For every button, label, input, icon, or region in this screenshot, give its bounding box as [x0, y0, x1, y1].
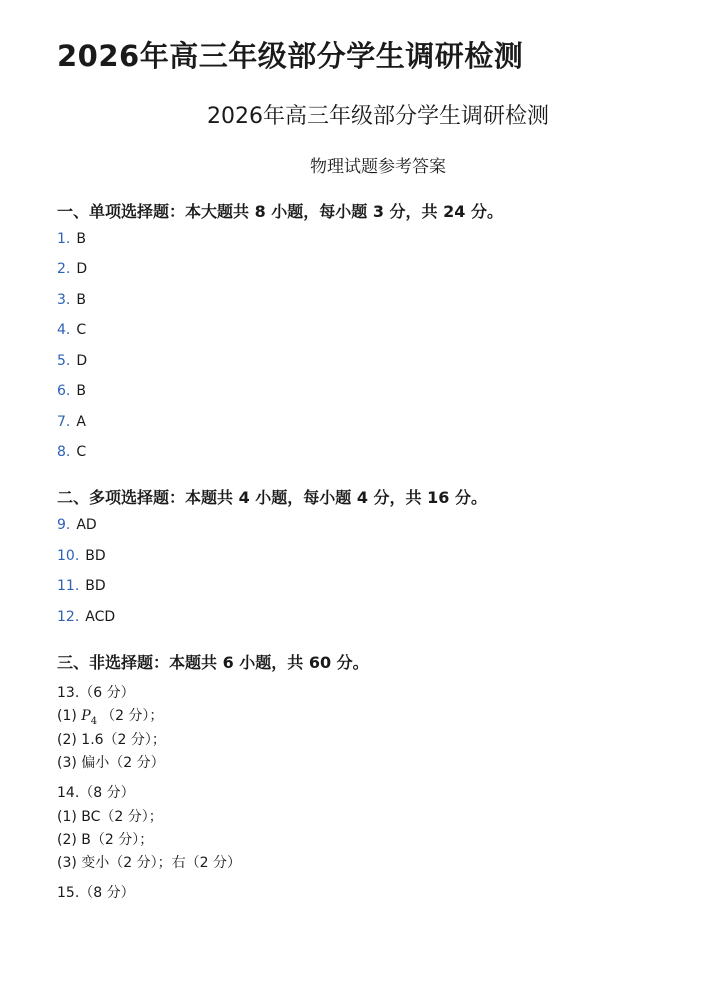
answer-value: D: [76, 353, 88, 369]
answer-value: B: [76, 292, 86, 308]
answer-value: C: [76, 444, 87, 460]
document-subtitle: 物理试题参考答案: [310, 157, 446, 177]
answer-item: [57, 261, 87, 277]
math-symbol-letter: P: [81, 708, 91, 724]
question-13-part1: [57, 705, 163, 727]
answer-item: [57, 444, 86, 460]
answer-item: [57, 292, 86, 308]
question-13-title: 13.（6 分）: [57, 685, 135, 701]
answer-item: [57, 231, 86, 247]
question-13-part2: (2) 1.6（2 分）；: [57, 732, 166, 748]
answer-item: [57, 383, 86, 399]
section-heading-single-choice: 一、单项选择题：本大题共 8 小题，每小题 3 分，共 24 分。: [57, 202, 503, 221]
answer-number: 5.: [57, 353, 71, 369]
document-title: 2026年高三年级部分学生调研检测: [207, 104, 549, 129]
part-prefix: (1): [57, 708, 82, 724]
question-14-title: 14.（8 分）: [57, 785, 135, 801]
answer-number: 4.: [57, 322, 71, 338]
answer-number: 3.: [57, 292, 71, 308]
answer-value: C: [76, 322, 87, 338]
answer-value: B: [76, 231, 86, 247]
answer-number: 10.: [57, 548, 80, 564]
question-14-part2: (2) B（2 分）；: [57, 832, 154, 848]
answer-item: [57, 322, 86, 338]
answer-item: [57, 548, 106, 564]
part-suffix: （2 分）；: [101, 708, 164, 724]
answer-number: 11.: [57, 578, 80, 594]
section-heading-multiple-choice: 二、多项选择题：本题共 4 小题，每小题 4 分，共 16 分。: [57, 488, 487, 507]
question-14-part1: (1) BC（2 分）；: [57, 809, 163, 825]
answer-item: [57, 353, 87, 369]
answer-value: A: [76, 414, 86, 430]
math-symbol: [81, 708, 98, 727]
answer-number: 6.: [57, 383, 71, 399]
answer-item: [57, 609, 115, 625]
answer-number: 7.: [57, 414, 71, 430]
answer-value: ACD: [85, 609, 116, 625]
answer-value: BD: [85, 548, 106, 564]
question-13-part3: (3) 偏小（2 分）: [57, 755, 165, 771]
question-15-title: 15.（8 分）: [57, 885, 135, 901]
answer-item: [57, 578, 106, 594]
answer-value: D: [76, 261, 88, 277]
answer-number: 12.: [57, 609, 80, 625]
answer-item: [57, 517, 97, 533]
answer-number: 8.: [57, 444, 71, 460]
question-14-part3: (3) 变小（2 分）；右（2 分）: [57, 855, 241, 871]
answer-value: AD: [76, 517, 97, 533]
math-subscript: 4: [90, 715, 98, 727]
answer-number: 2.: [57, 261, 71, 277]
page-header: 2026年高三年级部分学生调研检测: [57, 39, 524, 73]
answer-value: B: [76, 383, 86, 399]
answer-number: 1.: [57, 231, 71, 247]
answer-number: 9.: [57, 517, 71, 533]
answer-value: BD: [85, 578, 106, 594]
section-heading-non-choice: 三、非选择题：本题共 6 小题，共 60 分。: [57, 653, 369, 672]
answer-item: [57, 414, 86, 430]
